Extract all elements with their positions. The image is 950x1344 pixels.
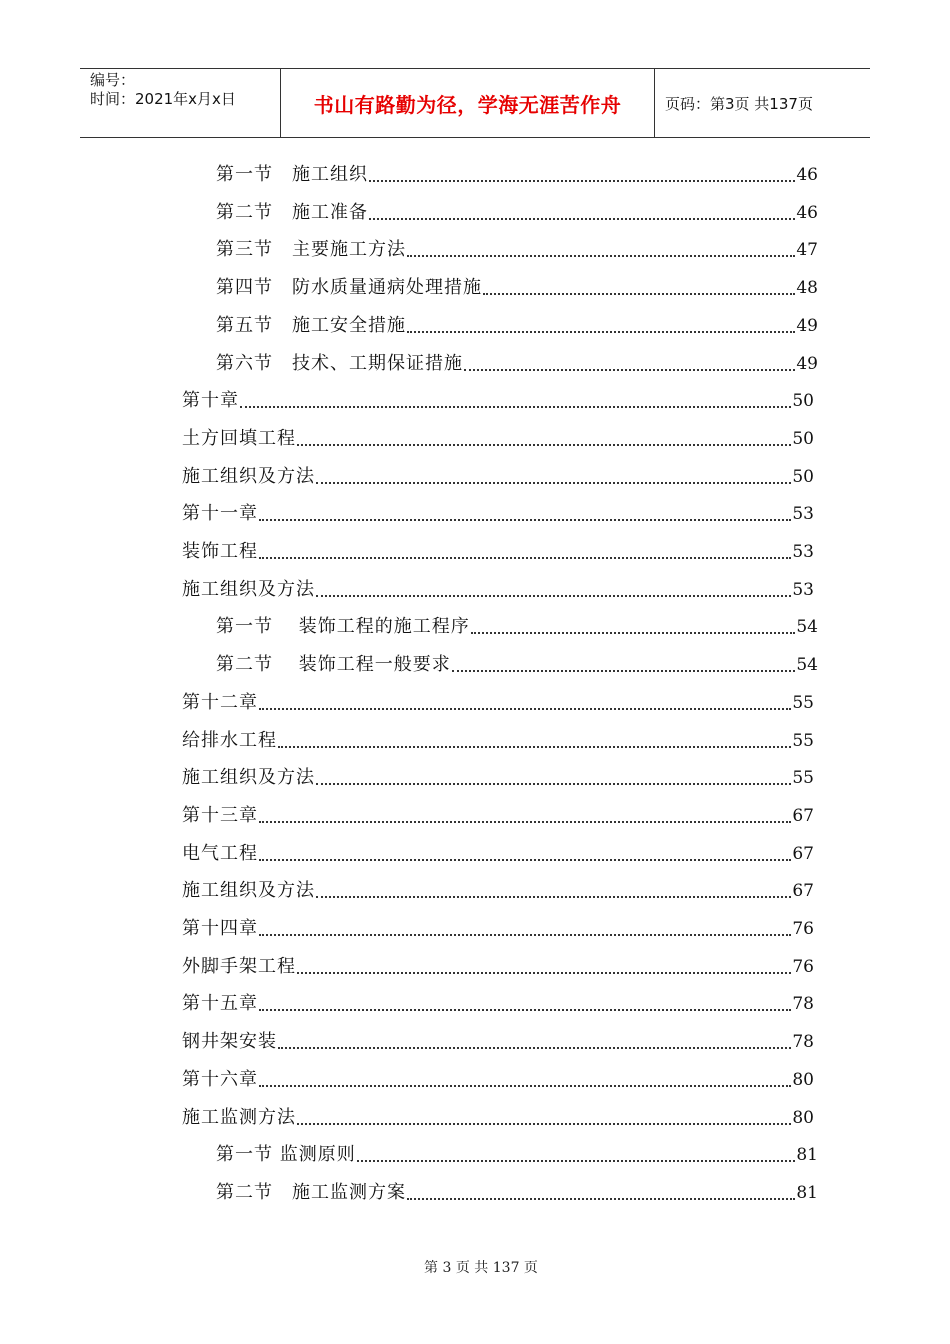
toc-entry[interactable]: [182, 841, 814, 867]
toc-entry[interactable]: [182, 803, 814, 829]
toc-entry-title: 第十五章: [182, 993, 258, 1015]
toc-entry-title: 第十六章: [182, 1068, 258, 1090]
toc-entry-title: 第十三章: [182, 804, 258, 826]
toc-dot-leader: [471, 632, 796, 634]
toc-entry-page-number: 50: [792, 466, 814, 487]
toc-dot-leader: [357, 1160, 796, 1162]
document-date-label: 时间：2021年x月x日: [90, 90, 236, 108]
toc-entry[interactable]: [182, 878, 814, 904]
toc-entry-page-number: 50: [792, 391, 814, 412]
toc-entry-page-number: 49: [796, 353, 818, 374]
toc-entry-page-number: 80: [792, 1069, 814, 1090]
toc-entry[interactable]: [216, 162, 818, 188]
toc-dot-leader: [369, 180, 795, 182]
toc-entry-page-number: 54: [796, 655, 818, 676]
toc-dot-leader: [259, 934, 791, 936]
toc-entry-title: 施工组织及方法: [182, 767, 315, 789]
toc-entry[interactable]: [216, 614, 818, 640]
toc-entry[interactable]: [216, 1180, 818, 1206]
toc-entry-page-number: 55: [792, 768, 814, 789]
toc-dot-leader: [452, 670, 796, 672]
toc-entry-title: 电气工程: [182, 842, 258, 864]
toc-entry-page-number: 67: [792, 881, 814, 902]
toc-entry[interactable]: [182, 690, 814, 716]
toc-dot-leader: [259, 859, 791, 861]
toc-entry[interactable]: [182, 916, 814, 942]
toc-dot-leader: [259, 821, 791, 823]
toc-entry-title: 第一节 监测原则: [216, 1144, 356, 1166]
toc-entry-page-number: 46: [796, 165, 818, 185]
toc-dot-leader: [464, 369, 795, 371]
toc-entry[interactable]: [182, 426, 814, 452]
toc-entry[interactable]: [216, 200, 818, 226]
toc-entry-title: 施工监测方法: [182, 1106, 296, 1128]
header-motto: 书山有路勤为径，学海无涯苦作舟: [313, 92, 622, 117]
toc-dot-leader: [483, 293, 795, 295]
toc-dot-leader: [297, 1123, 791, 1125]
toc-dot-leader: [297, 972, 791, 974]
toc-entry-page-number: 80: [792, 1107, 814, 1128]
toc-dot-leader: [316, 595, 791, 597]
toc-entry[interactable]: [182, 464, 814, 490]
toc-dot-leader: [407, 1198, 795, 1200]
toc-dot-leader: [297, 444, 791, 446]
toc-entry[interactable]: [182, 1029, 814, 1055]
page-header: [80, 68, 870, 138]
toc-entry-title: 外脚手架工程: [182, 955, 296, 977]
toc-dot-leader: [259, 1009, 791, 1011]
toc-dot-leader: [316, 783, 791, 785]
toc-entry-title: 第十一章: [182, 503, 258, 525]
toc-entry-title: 施工组织及方法: [182, 465, 315, 487]
toc-entry-title: 装饰工程: [182, 541, 258, 562]
toc-entry-title: 第十章: [182, 390, 239, 412]
toc-entry[interactable]: [182, 539, 814, 565]
toc-entry[interactable]: [182, 1105, 814, 1131]
toc-entry-title: 第十二章: [182, 691, 258, 713]
toc-entry-page-number: 53: [792, 542, 814, 562]
toc-entry-page-number: 53: [792, 504, 814, 525]
toc-dot-leader: [240, 406, 791, 408]
toc-dot-leader: [259, 519, 791, 521]
toc-entry[interactable]: [216, 1142, 818, 1168]
toc-entry-title: 第二节 施工监测方案: [216, 1181, 406, 1203]
toc-entry-page-number: 53: [792, 579, 814, 600]
toc-dot-leader: [316, 482, 791, 484]
toc-entry-title: 施工组织及方法: [182, 880, 315, 902]
toc-entry[interactable]: [182, 1067, 814, 1093]
header-page-info: 页码：第3页 共137页: [665, 94, 813, 113]
toc-entry-title: 第六节 技术、工期保证措施: [216, 352, 463, 374]
toc-dot-leader: [259, 557, 791, 559]
toc-dot-leader: [278, 1047, 791, 1049]
toc-entry-title: 第五节 施工安全措施: [216, 314, 406, 336]
toc-entry[interactable]: [216, 351, 818, 377]
toc-entry-page-number: 78: [792, 994, 814, 1015]
toc-entry[interactable]: [182, 991, 814, 1017]
toc-entry-title: 钢井架安装: [182, 1031, 277, 1053]
header-motto-cell: [281, 69, 655, 137]
toc-entry-page-number: 78: [792, 1032, 814, 1053]
toc-dot-leader: [278, 746, 791, 748]
toc-entry-page-number: 67: [792, 843, 814, 864]
page-footer: [0, 1257, 950, 1277]
header-left-cell: [80, 69, 281, 137]
toc-entry-title: 第十四章: [182, 918, 258, 939]
toc-entry-page-number: 47: [796, 240, 818, 261]
toc-entry-title: 第二节 装饰工程一般要求: [216, 654, 451, 676]
toc-entry-title: 第一节 装饰工程的施工程序: [216, 616, 470, 638]
toc-entry[interactable]: [216, 313, 818, 339]
toc-entry[interactable]: [216, 652, 818, 678]
toc-entry-title: 土方回填工程: [182, 427, 296, 449]
toc-entry[interactable]: [216, 237, 818, 263]
toc-entry[interactable]: [182, 765, 814, 791]
toc-entry-page-number: 81: [796, 1145, 818, 1166]
toc-entry-page-number: 46: [796, 202, 818, 223]
toc-entry-page-number: 54: [796, 617, 818, 638]
toc-entry-page-number: 81: [796, 1182, 818, 1203]
toc-entry-title: 第二节 施工准备: [216, 201, 368, 223]
toc-entry-page-number: 76: [792, 919, 814, 939]
toc-entry[interactable]: [182, 728, 814, 754]
toc-entry-title: 给排水工程: [182, 729, 277, 751]
toc-dot-leader: [259, 1085, 791, 1087]
toc-entry-title: 第三节 主要施工方法: [216, 239, 406, 261]
toc-entry-title: 第一节 施工组织: [216, 164, 368, 185]
toc-dot-leader: [259, 708, 791, 710]
footer-page-number: 第 3 页 共 137 页: [424, 1260, 538, 1276]
toc-entry[interactable]: [216, 275, 818, 301]
toc-entry[interactable]: [182, 577, 814, 603]
toc-entry[interactable]: [182, 388, 814, 414]
toc-entry-title: 施工组织及方法: [182, 578, 315, 600]
document-number-label: 编号：: [90, 71, 136, 89]
toc-entry-title: 第四节 防水质量通病处理措施: [216, 277, 482, 299]
toc-entry-page-number: 49: [796, 315, 818, 336]
toc-entry-page-number: 76: [792, 956, 814, 977]
toc-entry-page-number: 50: [792, 428, 814, 449]
toc-entry[interactable]: [182, 954, 814, 980]
toc-entry[interactable]: [182, 501, 814, 527]
toc-entry-page-number: 48: [796, 278, 818, 299]
toc-dot-leader: [369, 218, 795, 220]
toc-dot-leader: [407, 331, 795, 333]
toc-entry-page-number: 67: [792, 805, 814, 826]
toc-dot-leader: [407, 255, 795, 257]
toc-entry-page-number: 55: [792, 730, 814, 751]
toc-entry-page-number: 55: [792, 692, 814, 713]
toc-dot-leader: [316, 896, 791, 898]
